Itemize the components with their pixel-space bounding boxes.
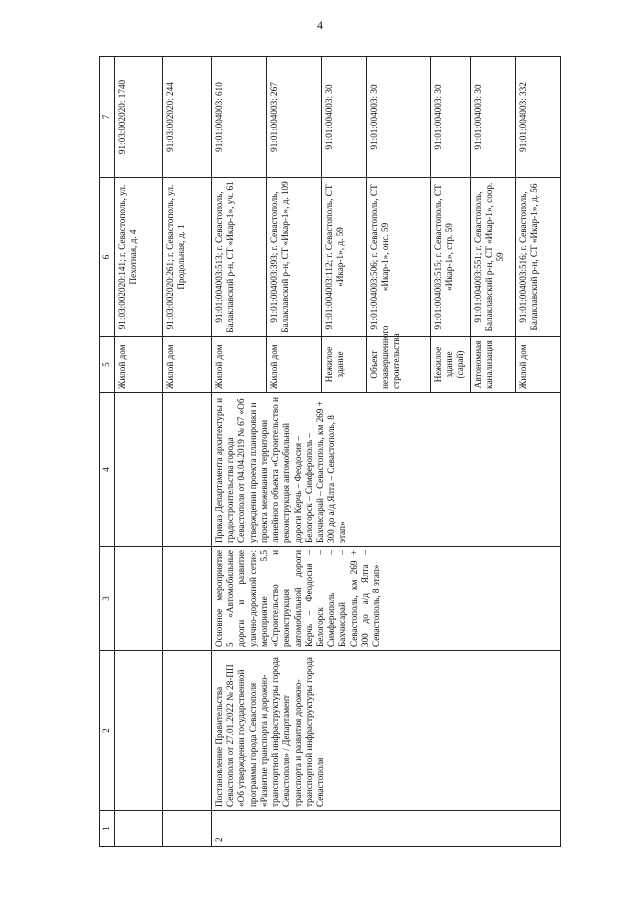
header-col-5: 5 — [100, 337, 115, 393]
cell-empty — [115, 393, 163, 547]
cell-empty — [163, 393, 212, 547]
object-type: Автономная канализация — [471, 337, 516, 393]
object-address: 91:03:002020:261; г. Севастополь, ул. Продольная, д. 1 — [163, 178, 212, 337]
object-type: Нежилое здание (сарай) — [431, 337, 471, 393]
object-address: 91:01:004003:515; г. Севастополь, СТ «Икар-1», стр. 59 — [431, 178, 471, 337]
cell-empty — [163, 547, 212, 651]
header-col-6: 6 — [100, 178, 115, 337]
object-address: 91:01:004003:513; г. Севастополь, Балаклавский р-н, СТ «Икар-1», уч. 61 — [212, 178, 267, 337]
header-col-1: 1 — [100, 811, 115, 847]
land-plot-number: 91:01:004003: 30 — [322, 57, 367, 178]
land-plot-number: 91:01:004003: 30 — [431, 57, 471, 178]
object-type: Жилой дом — [163, 337, 212, 393]
object-address: 91:01:004003:506; г. Севастополь, СТ «Икар-1», онс. 59 — [367, 178, 431, 337]
header-col-2: 2 — [100, 651, 115, 811]
object-type: Жилой дом — [516, 337, 561, 393]
rotated-table-container — [99, 57, 542, 847]
table-row — [163, 57, 212, 847]
object-type: Объект незавершенного строительства — [367, 337, 431, 393]
object-type: Жилой дом — [115, 337, 163, 393]
header-row — [100, 57, 115, 847]
land-plot-number: 91:01:004003: 332 — [516, 57, 561, 178]
objects-table — [99, 56, 561, 847]
table-row — [115, 57, 163, 847]
cell-empty — [115, 811, 163, 847]
program-activity: Основное мероприятие 5 «Автомобильные дороги и развитие улично-дорожной сети»: мероприятие 5.5 «Строительство и реконструкция автомобильной дороги Керчь – Феодосия – Белогорск – Симферополь – Бахчисарай – Севастополь, км 269 + 300 до а/д Ялта – Севастополь, 8 этап» — [212, 547, 561, 651]
planning-document: Приказ Департамента архитектуры и градостроительства города Севастополя от 04.04.2019 № 67 «Об утверждении проекта планировки и проекта межевания территории линейного объекта «Строительство и реконструкция автомобильной дороги Керчь – Феодосия – Белогорск – Симферополь – Бахчисарай – Севастополь, км 269 + 300 до а/д Ялта – Севастополь, 8 этап» — [212, 393, 561, 547]
land-plot-number: 91:01:004003: 267 — [267, 57, 322, 178]
land-plot-number: 91:03:002020: 244 — [163, 57, 212, 178]
program-document: Постановление Правительства Севастополя от 27.01.2022 № 28-ПП «Об утверждении государственной программы города Севастополя «Развитие транспорта и дорожно-транспортной инфраструктуры города Севастополя» / Департамент транспорта и развития дорожно-транспортной инфраструктуры города Севастополя — [212, 651, 561, 811]
land-plot-number: 91:03:002020: 1740 — [115, 57, 163, 178]
object-type: Жилой дом — [212, 337, 267, 393]
object-type: Нежилое здание — [322, 337, 367, 393]
page-number: 4 — [317, 18, 323, 32]
object-address: 91:01:004003:516; г. Севастополь, Балаклавский р-н, СТ «Икар-1», д. 56 — [516, 178, 561, 337]
object-address: 91:01:004003:551; г. Севастополь, Балаклавский р-н, СТ «Икар-1», соор. 59 — [471, 178, 516, 337]
header-col-4: 4 — [100, 393, 115, 547]
object-address: 91:01:004003:112; г. Севастополь, СТ «Икар-1», д. 59 — [322, 178, 367, 337]
cell-empty — [163, 811, 212, 847]
table-row — [212, 57, 267, 847]
header-col-7: 7 — [100, 57, 115, 178]
cell-empty — [163, 651, 212, 811]
object-type: Жилой дом — [267, 337, 322, 393]
row-number: 2 — [212, 811, 561, 847]
header-col-3: 3 — [100, 547, 115, 651]
cell-empty — [115, 651, 163, 811]
cell-empty — [115, 547, 163, 651]
object-address: 91:03:002020:141; г. Севастополь, ул. Пехотная, д. 4 — [115, 178, 163, 337]
land-plot-number: 91:01:004003: 30 — [471, 57, 516, 178]
land-plot-number: 91:01:004003: 30 — [367, 57, 431, 178]
object-address: 91:01:004003:393; г. Севастополь, Балаклавский р-н, СТ «Икар-1», д. 109 — [267, 178, 322, 337]
land-plot-number: 91:01:004003: 610 — [212, 57, 267, 178]
